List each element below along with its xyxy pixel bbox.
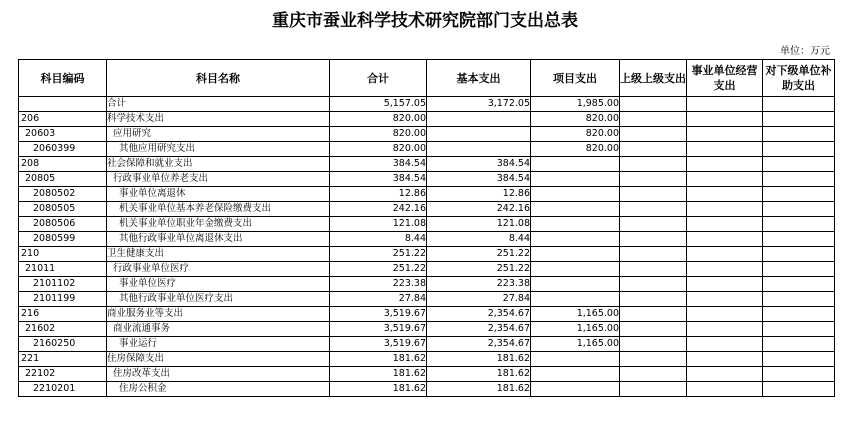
cell-code: 206 [19,112,107,127]
cell-code: 2101199 [19,292,107,307]
table-row [19,112,835,127]
table-row [19,202,835,217]
cell-basic: 8.44 [427,232,531,247]
cell-code: 2080506 [19,217,107,232]
cell-project [531,367,620,382]
cell-name: 其他行政事业单位医疗支出 [107,292,330,307]
cell-subsidy [763,277,835,292]
cell-superior [620,127,687,142]
table-row [19,307,835,322]
expenditure-table [18,59,835,397]
cell-superior [620,262,687,277]
cell-code: 2080502 [19,187,107,202]
table-row [19,157,835,172]
cell-code: 2080505 [19,202,107,217]
cell-name: 住房保障支出 [107,352,330,367]
cell-total: 242.16 [330,202,427,217]
cell-code: 210 [19,247,107,262]
cell-superior [620,112,687,127]
cell-name: 应用研究 [107,127,330,142]
cell-basic: 2,354.67 [427,307,531,322]
cell-business [687,337,763,352]
cell-code: 221 [19,352,107,367]
cell-superior [620,172,687,187]
cell-basic: 2,354.67 [427,322,531,337]
cell-project [531,262,620,277]
cell-business [687,292,763,307]
cell-project: 1,985.00 [531,97,620,112]
cell-name: 事业运行 [107,337,330,352]
cell-basic: 121.08 [427,217,531,232]
cell-name: 机关事业单位基本养老保险缴费支出 [107,202,330,217]
cell-project: 1,165.00 [531,322,620,337]
cell-subsidy [763,142,835,157]
table-row [19,292,835,307]
cell-business [687,322,763,337]
table-header-row [19,60,835,97]
cell-business [687,172,763,187]
cell-code: 2080599 [19,232,107,247]
cell-total: 121.08 [330,217,427,232]
cell-basic: 3,172.05 [427,97,531,112]
cell-project [531,187,620,202]
cell-name: 合计 [107,97,330,112]
cell-name: 商业流通事务 [107,322,330,337]
cell-code: 2210201 [19,382,107,397]
unit-label: 单位：万元 [780,46,830,57]
cell-project: 820.00 [531,142,620,157]
cell-business [687,382,763,397]
cell-project [531,277,620,292]
cell-business [687,217,763,232]
cell-business [687,247,763,262]
cell-basic: 384.54 [427,157,531,172]
cell-subsidy [763,97,835,112]
cell-superior [620,187,687,202]
cell-code: 21011 [19,262,107,277]
cell-basic: 27.84 [427,292,531,307]
table-row [19,187,835,202]
header-superior: 上级上级支出 [620,60,687,97]
cell-name: 卫生健康支出 [107,247,330,262]
cell-code: 2101102 [19,277,107,292]
cell-subsidy [763,307,835,322]
cell-subsidy [763,187,835,202]
cell-total: 5,157.05 [330,97,427,112]
header-business: 事业单位经营支出 [687,60,763,97]
cell-basic: 242.16 [427,202,531,217]
table-row [19,322,835,337]
cell-name: 住房公积金 [107,382,330,397]
header-name: 科目名称 [107,60,330,97]
cell-name: 社会保障和就业支出 [107,157,330,172]
table-body [19,97,835,397]
table-row [19,247,835,262]
cell-code: 20603 [19,127,107,142]
cell-code: 208 [19,157,107,172]
cell-superior [620,277,687,292]
cell-project: 1,165.00 [531,337,620,352]
cell-business [687,307,763,322]
cell-total: 223.38 [330,277,427,292]
cell-name: 机关事业单位职业年金缴费支出 [107,217,330,232]
cell-business [687,277,763,292]
table-row [19,367,835,382]
cell-code [19,97,107,112]
cell-business [687,262,763,277]
header-total: 合计 [330,60,427,97]
cell-subsidy [763,112,835,127]
cell-total: 8.44 [330,232,427,247]
cell-name: 商业服务业等支出 [107,307,330,322]
cell-subsidy [763,232,835,247]
cell-total: 181.62 [330,367,427,382]
cell-basic: 181.62 [427,382,531,397]
cell-project [531,172,620,187]
table-row [19,232,835,247]
cell-total: 251.22 [330,247,427,262]
header-code: 科目编码 [19,60,107,97]
cell-code: 216 [19,307,107,322]
table-row [19,382,835,397]
table-row [19,352,835,367]
cell-basic [427,127,531,142]
cell-total: 384.54 [330,157,427,172]
cell-superior [620,292,687,307]
cell-total: 12.86 [330,187,427,202]
cell-total: 820.00 [330,112,427,127]
cell-total: 3,519.67 [330,322,427,337]
cell-project: 820.00 [531,112,620,127]
cell-name: 科学技术支出 [107,112,330,127]
cell-total: 181.62 [330,352,427,367]
cell-subsidy [763,217,835,232]
cell-name: 其他行政事业单位离退休支出 [107,232,330,247]
cell-name: 行政事业单位养老支出 [107,172,330,187]
cell-business [687,142,763,157]
cell-total: 384.54 [330,172,427,187]
cell-basic: 251.22 [427,262,531,277]
table-row [19,97,835,112]
cell-superior [620,367,687,382]
cell-business [687,112,763,127]
cell-code: 2060399 [19,142,107,157]
cell-total: 820.00 [330,127,427,142]
cell-project [531,247,620,262]
cell-basic: 384.54 [427,172,531,187]
cell-superior [620,307,687,322]
cell-basic [427,142,531,157]
cell-project: 1,165.00 [531,307,620,322]
cell-project [531,157,620,172]
cell-subsidy [763,157,835,172]
cell-business [687,352,763,367]
cell-subsidy [763,262,835,277]
cell-superior [620,232,687,247]
cell-superior [620,337,687,352]
cell-name: 行政事业单位医疗 [107,262,330,277]
cell-subsidy [763,202,835,217]
header-project: 项目支出 [531,60,620,97]
cell-total: 251.22 [330,262,427,277]
cell-business [687,232,763,247]
page-title: 重庆市蚕业科学技术研究院部门支出总表 [272,11,578,31]
cell-business [687,97,763,112]
cell-project [531,232,620,247]
cell-superior [620,382,687,397]
cell-subsidy [763,382,835,397]
cell-business [687,157,763,172]
cell-project: 820.00 [531,127,620,142]
cell-basic: 251.22 [427,247,531,262]
header-subsidy: 对下级单位补助支出 [763,60,835,97]
cell-total: 3,519.67 [330,337,427,352]
cell-business [687,367,763,382]
cell-basic: 223.38 [427,277,531,292]
cell-code: 22102 [19,367,107,382]
table-row [19,337,835,352]
table-row [19,217,835,232]
header-basic: 基本支出 [427,60,531,97]
cell-subsidy [763,247,835,262]
cell-code: 21602 [19,322,107,337]
cell-business [687,202,763,217]
cell-superior [620,202,687,217]
cell-subsidy [763,352,835,367]
cell-superior [620,322,687,337]
cell-project [531,352,620,367]
cell-subsidy [763,292,835,307]
cell-total: 3,519.67 [330,307,427,322]
table-row [19,142,835,157]
cell-project [531,292,620,307]
cell-project [531,202,620,217]
table-row [19,262,835,277]
cell-superior [620,247,687,262]
cell-superior [620,97,687,112]
cell-name: 住房改革支出 [107,367,330,382]
cell-subsidy [763,127,835,142]
cell-subsidy [763,322,835,337]
table-row [19,172,835,187]
cell-basic: 2,354.67 [427,337,531,352]
cell-subsidy [763,337,835,352]
cell-superior [620,217,687,232]
cell-total: 820.00 [330,142,427,157]
cell-project [531,382,620,397]
cell-name: 事业单位医疗 [107,277,330,292]
table-row [19,277,835,292]
cell-total: 181.62 [330,382,427,397]
cell-basic [427,112,531,127]
cell-business [687,187,763,202]
cell-superior [620,157,687,172]
cell-subsidy [763,172,835,187]
cell-basic: 181.62 [427,367,531,382]
cell-business [687,127,763,142]
cell-basic: 181.62 [427,352,531,367]
cell-name: 其他应用研究支出 [107,142,330,157]
table-row [19,127,835,142]
cell-superior [620,142,687,157]
cell-code: 20805 [19,172,107,187]
cell-subsidy [763,367,835,382]
cell-basic: 12.86 [427,187,531,202]
cell-name: 事业单位离退休 [107,187,330,202]
cell-superior [620,352,687,367]
cell-code: 2160250 [19,337,107,352]
cell-project [531,217,620,232]
cell-total: 27.84 [330,292,427,307]
